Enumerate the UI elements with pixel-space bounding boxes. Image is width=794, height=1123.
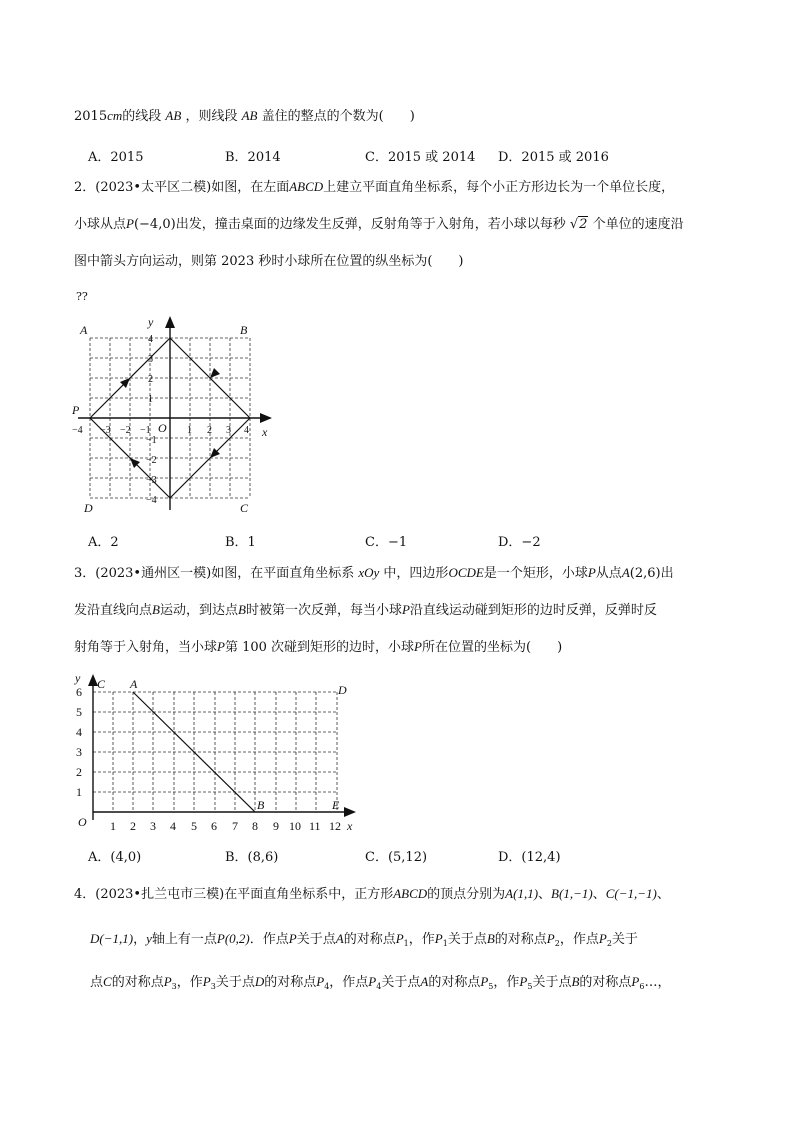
q4-text: 、	[538, 887, 552, 902]
q2-x-arrow-icon	[260, 413, 272, 423]
q4-text: 、	[592, 887, 606, 902]
q2-axis-y-label: y	[148, 315, 154, 329]
q3-label-e: E	[332, 798, 340, 812]
q2-x-tick: −1	[140, 425, 151, 436]
q1-option-b[interactable]: B．2014	[225, 150, 281, 165]
q4-var: ABCD	[393, 886, 428, 901]
q4-text: 的对称点	[264, 975, 317, 990]
q3-y-tick: 4	[76, 725, 82, 739]
q2-label-p: P	[72, 403, 80, 417]
q3-line-2	[74, 600, 657, 621]
q2-option-a[interactable]: A．2	[88, 535, 119, 550]
q3-var: B	[152, 602, 160, 617]
q3-x-tick: 11	[309, 819, 321, 833]
q4-sub: 2	[554, 939, 560, 948]
q3-text: 沿直线运动碰到矩形的边时反弹，反弹时反	[409, 603, 657, 618]
q4-var: P	[368, 974, 377, 989]
q3-label-o: O	[78, 815, 87, 829]
q4-var: A	[335, 931, 344, 946]
q3-x-tick: 6	[211, 819, 217, 833]
q3-axis-y-label: y	[75, 671, 81, 685]
q3-text: 发沿直线向点	[74, 603, 153, 618]
q4-text: ，作	[408, 932, 435, 947]
q3-x-tick: 9	[273, 819, 279, 833]
q3-var: P	[217, 639, 225, 654]
q1-text: 的线段	[122, 109, 162, 124]
q2-x-tick: −2	[120, 425, 131, 436]
q2-line-3: 图中箭头方向运动，则第 2023 秒时小球所在位置的纵坐标为( )	[74, 254, 464, 269]
q1-seg: AB	[241, 108, 258, 123]
q1-option-a[interactable]: A．2015	[88, 150, 144, 165]
q3-figure	[70, 670, 370, 840]
q4-sub: 5	[527, 982, 533, 991]
q4-var: P	[598, 931, 607, 946]
q3-label-a: A	[130, 677, 138, 691]
q2-text: 小球从点	[74, 217, 127, 232]
q2-coord: (−4,0)	[133, 217, 176, 232]
q4-text: 的顶点分别为	[427, 887, 506, 902]
q4-number: 4．	[74, 887, 96, 902]
q3-x-tick: 4	[170, 819, 176, 833]
q1-option-d[interactable]: D．2015 或 2016	[498, 150, 609, 165]
q4-var: P	[519, 974, 528, 989]
q2-direction-arrow-icon	[210, 368, 220, 378]
q2-x-tick: 4	[244, 425, 249, 436]
q2-x-tick: 2	[207, 425, 212, 436]
q4-text: 关于点	[381, 975, 421, 990]
q3-y-tick: 6	[76, 685, 82, 699]
q2-y-arrow-icon	[165, 316, 175, 328]
q4-text: 的对称点	[579, 975, 632, 990]
q3-x-tick: 8	[252, 819, 258, 833]
q3-x-tick: 7	[232, 819, 238, 833]
q1-option-c[interactable]: C．2015 或 2014	[365, 150, 476, 165]
q2-text: 如图，在左面	[211, 180, 290, 195]
q2-y-tick: −3	[146, 475, 157, 486]
q4-text: 的对称点	[343, 932, 396, 947]
q4-coord: P(0,2)	[216, 931, 250, 946]
q4-text: 关于点	[296, 932, 336, 947]
q3-source: (2023•通州区一模)	[95, 566, 212, 581]
q3-text: 如图，在平面直角坐标系	[211, 566, 355, 581]
q3-var: B	[237, 602, 246, 617]
q3-var: P	[401, 602, 410, 617]
q2-image-placeholder: ??	[76, 290, 88, 303]
q3-label-b: B	[257, 798, 265, 812]
q4-var: C	[103, 974, 112, 989]
q3-text: 射角等于入射角，当小球	[74, 640, 218, 655]
q4-text: ，作点	[559, 932, 599, 947]
q4-line-1	[74, 884, 670, 905]
q2-y-tick: 3	[148, 354, 153, 365]
q2-x-tick: −4	[72, 425, 83, 436]
q2-radicand: 2	[579, 217, 588, 232]
q2-line-2	[74, 214, 684, 235]
q4-coord: D(−1,1)	[90, 931, 134, 946]
q4-text: 、	[656, 887, 670, 902]
q3-text: 中，四边形	[383, 566, 449, 581]
q4-text: 的对称点	[111, 975, 164, 990]
q2-y-tick: −4	[146, 495, 157, 506]
q4-sub: 4	[376, 982, 382, 991]
q4-var: P	[395, 931, 404, 946]
q4-text: 的对称点	[428, 975, 481, 990]
q3-y-tick: 2	[76, 765, 82, 779]
q4-line-3	[90, 972, 670, 997]
q4-text: 关于	[611, 932, 638, 947]
q3-text: 时被第一次反弹，每当小球	[245, 603, 402, 618]
q4-line-2	[90, 929, 638, 954]
q4-text: 关于点	[447, 932, 487, 947]
q2-option-d[interactable]: D．−2	[498, 535, 541, 550]
q2-option-b[interactable]: B．1	[225, 535, 256, 550]
q2-source: (2023•太平区二模)	[95, 180, 212, 195]
q3-line-3	[74, 637, 562, 658]
q3-var: P	[414, 639, 422, 654]
q2-label-c: C	[240, 501, 249, 515]
q3-x-tick: 1	[110, 819, 116, 833]
q1-text: 盖住的整点的个数为( )	[261, 109, 415, 124]
q3-text: 运动，到达点	[159, 603, 238, 618]
q3-label-d: D	[338, 683, 347, 697]
q4-text: ，	[133, 932, 147, 947]
q3-x-tick: 2	[130, 819, 136, 833]
q4-var: B	[571, 974, 580, 989]
q2-x-tick: 1	[187, 425, 192, 436]
q4-var: P	[316, 974, 325, 989]
q2-x-tick: −3	[100, 425, 111, 436]
q3-var: OCDE	[448, 565, 484, 580]
q4-sub: 1	[442, 939, 448, 948]
q1-stem	[74, 106, 415, 127]
q3-number: 3．	[74, 566, 96, 581]
q1-seg: AB	[165, 108, 182, 123]
q2-figure	[60, 312, 290, 522]
q3-label-c: C	[97, 677, 106, 691]
q3-axis-x-label: x	[347, 819, 353, 833]
q4-text: 关于点	[532, 975, 572, 990]
q4-coord: C(−1,−1)	[605, 886, 657, 901]
q1-text: ，则线段	[185, 109, 238, 124]
q3-coord: (2,6)	[629, 566, 661, 581]
q4-sub: 2	[606, 939, 612, 948]
q2-number: 2．	[74, 180, 96, 195]
q4-var: P	[163, 974, 172, 989]
q1-length: 2015	[74, 109, 108, 124]
q3-text: 是一个矩形，小球	[483, 566, 588, 581]
q2-var: P	[126, 216, 134, 231]
q2-label-d: D	[84, 501, 93, 515]
q3-x-tick: 5	[191, 819, 197, 833]
q4-text: ，作	[176, 975, 203, 990]
q4-var: P	[480, 974, 489, 989]
q2-var: ABCD	[289, 179, 324, 194]
q3-grid	[93, 692, 337, 812]
q4-text: 关于点	[215, 975, 255, 990]
q4-text: …，	[644, 975, 671, 990]
q3-line-1	[74, 563, 674, 584]
q4-text: 在平面直角坐标系中，正方形	[224, 887, 394, 902]
q3-text: 出	[660, 566, 674, 581]
q2-y-tick: 2	[148, 374, 153, 385]
q3-x-tick: 3	[150, 819, 156, 833]
q3-x-arrow-icon	[344, 807, 356, 817]
q3-option-d[interactable]: D．(12,4)	[498, 850, 561, 865]
q2-line-1	[74, 177, 674, 198]
q3-option-b[interactable]: B．(8,6)	[225, 850, 279, 865]
q4-text: ．作点	[249, 932, 289, 947]
q3-y-tick: 3	[76, 745, 82, 759]
q4-sub: 4	[324, 982, 330, 991]
q4-var: A	[420, 974, 429, 989]
q2-text: 出发，撞击桌面的边缘发生反弹，反射角等于入射角，若小球以每秒	[175, 217, 566, 232]
q4-coord: B(1,−1)	[551, 886, 593, 901]
q4-sub: 5	[488, 982, 494, 991]
q4-sub: 1	[403, 939, 409, 948]
q3-var: A	[621, 565, 630, 580]
sqrt-symbol: √2	[569, 217, 588, 232]
q4-text: 的对称点	[494, 932, 547, 947]
q4-source: (2023•扎兰屯市三模)	[95, 887, 225, 902]
q1-unit: cm	[107, 108, 123, 123]
q4-var: P	[202, 974, 211, 989]
q2-text: 个单位的速度沿	[592, 217, 684, 232]
q2-option-c[interactable]: C．−1	[365, 535, 408, 550]
q4-coord: A(1,1)	[505, 886, 539, 901]
q2-label-o: O	[158, 421, 167, 435]
q4-var: P	[288, 931, 297, 946]
q4-var: P	[631, 974, 640, 989]
q2-label-a: A	[80, 323, 88, 337]
q2-y-tick: 1	[148, 394, 153, 405]
q2-y-tick: −2	[146, 455, 157, 466]
q4-text: ，作点	[329, 975, 369, 990]
q2-x-tick: 3	[226, 425, 231, 436]
q4-var: P	[434, 931, 443, 946]
q4-var: B	[486, 931, 495, 946]
q4-var: y	[146, 931, 152, 946]
q3-var: P	[587, 565, 596, 580]
q2-axis-x-label: x	[262, 425, 268, 439]
q3-text: 从点	[595, 566, 622, 581]
q3-text: 所在位置的坐标为( )	[422, 640, 563, 655]
q4-sub: 6	[639, 982, 645, 991]
q3-x-tick: 12	[329, 819, 341, 833]
q3-y-tick: 5	[76, 705, 82, 719]
q2-y-tick: −1	[146, 435, 157, 446]
q2-text: 上建立平面直角坐标系，每个小正方形边长为一个单位长度，	[323, 180, 675, 195]
q3-text: 第 100 次碰到矩形的边时，小球	[224, 640, 415, 655]
q3-option-c[interactable]: C．(5,12)	[365, 850, 428, 865]
q2-label-b: B	[240, 323, 248, 337]
q3-y-tick: 1	[76, 785, 82, 799]
q3-option-a[interactable]: A．(4,0)	[88, 850, 142, 865]
q4-text: 点	[90, 975, 104, 990]
q4-text: 轴上有一点	[151, 932, 217, 947]
q3-var: xOy	[358, 565, 380, 580]
q4-var: P	[546, 931, 555, 946]
q4-text: ，作	[493, 975, 520, 990]
q4-sub: 3	[171, 982, 177, 991]
q4-var: D	[254, 974, 265, 989]
q4-sub: 3	[210, 982, 216, 991]
q2-y-tick: 4	[148, 334, 153, 345]
q3-x-tick: 10	[289, 819, 301, 833]
